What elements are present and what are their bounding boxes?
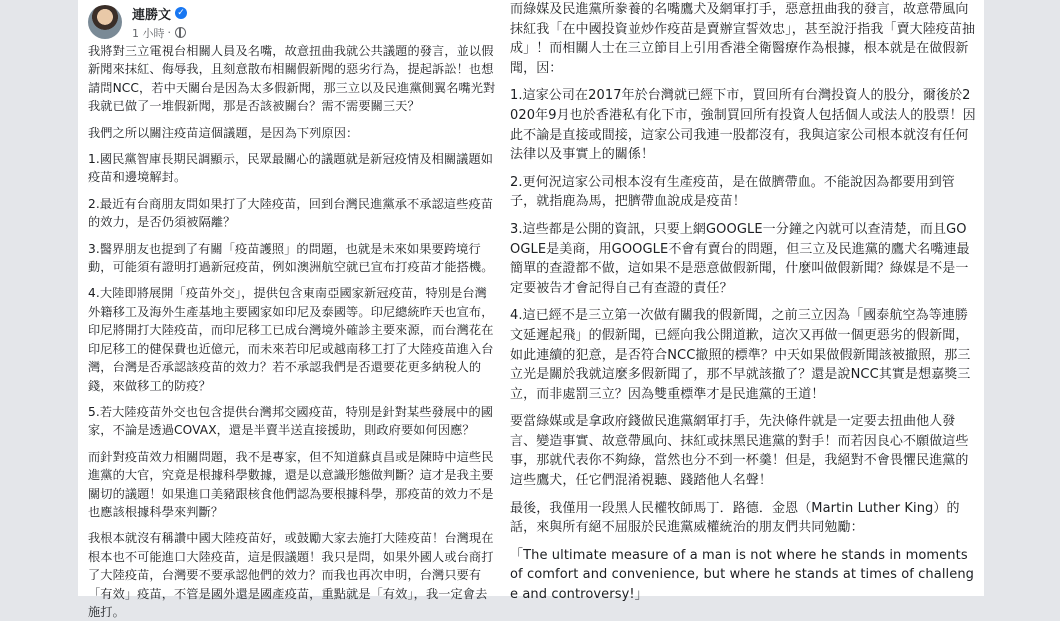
- post-paragraph: 2.最近有台商朋友問如果打了大陸疫苗，回到台灣民進黨承不承認這些疫苗的效力，是否仍須被隔離？: [88, 196, 494, 230]
- post-paragraph: 1.這家公司在2017年於台灣就已經下市，買回所有台灣投資人的股分，爾後於2020年9月也於香港私有化下市，強制買回所有投資人包括個人或法人的股票！因此不論是直接或間接，這家公司我連一股都沒有，我與這家公司根本就沒有任何法律以及事實上的關係！: [510, 88, 976, 163]
- post-paragraph: 而針對疫苗效力相關問題，我不是專家，但不知道蘇貞昌或是陳時中這些民進黨的大官，究竟是根據科學數據，還是以意識形態做判斷？這才是我主要關切的議題！如果進口美豬跟核食他們認為要根據科學，那疫苗的效力不是也應該根據科學來判斷？: [88, 449, 494, 519]
- post-paragraph: 我將對三立電視台相關人員及名嘴，故意扭曲我就公共議題的發言，並以假新聞來抹紅、侮辱我，且刻意散布相關假新聞的惡劣行為，提起訴訟！也想請問NCC，若中天關台是因為太多假新聞，那三立以及民進黨側翼名嘴光對我就已做了一堆假新聞，那是否該被關台？需不需要關三天？: [88, 44, 496, 114]
- avatar[interactable]: [88, 5, 122, 39]
- post-paragraph: 要當綠媒或是拿政府錢做民進黨網軍打手，先決條件就是一定要去扭曲他人發言、變造事實、故意帶風向、抹紅或抹黑民進黨的對手！而若因良心不願做這些事，那就代表你不夠綠，當然也分不到一杯羹！但是，我絕對不會畏懼民進黨的這些鷹犬，任它們混淆視聽、踐踏他人名聲！: [510, 414, 969, 489]
- post-paragraph: 我們之所以關注疫苗這個議題，是因為下列原因：: [88, 125, 359, 140]
- post-paragraph: 2.更何況這家公司根本沒有生產疫苗，是在做臍帶血。不能說因為都要用到管子，就指鹿為馬，把臍帶血說成是疫苗！: [510, 174, 955, 210]
- author-block: [132, 4, 187, 41]
- post-column-left: [78, 0, 502, 619]
- post-paragraph: 最後，我僅用一段黑人民權牧師馬丁．路德．金恩（Martin Luther King）的話，來與所有絕不屈服於民進黨威權統治的朋友們共同勉勵：: [510, 500, 960, 536]
- meta-separator: ·: [167, 26, 171, 39]
- post-column-right: [500, 0, 984, 603]
- post-paragraph: 4.大陸即將展開「疫苗外交」，提供包含東南亞國家新冠疫苗，特別是台灣外籍移工及海外生產基地主要國家如印尼及泰國等。印尼總統昨天也宣布，印尼將開打大陸疫苗，而印尼移工已成台灣境外確診主要來源，而台灣花在印尼移工的健保費也近億元，而未來若印尼或越南移工打了大陸疫苗進入台灣，台灣是否承認該疫苗的效力？若不承認我們是否還要花更多納稅人的錢，來做移工的防疫？: [88, 286, 494, 393]
- post-paragraph: 1.國民黨智庫長期民調顯示，民眾最關心的議題就是新冠疫情及相關議題如疫苗和邊境解封。: [88, 152, 494, 185]
- post-paragraph: 而綠媒及民進黨所豢養的名嘴鷹犬及網軍打手，惡意扭曲我的發言，故意帶風向抹紅我「在中國投資並炒作疫苗是賣辦宣誓效忠」，甚至說汙指我「賣大陸疫苗抽成」！而相關人士在三立節目上引用香港全衛醫療作為根據，根本就是在做假新聞，因：: [510, 2, 976, 76]
- post-paragraph: 3.醫界朋友也提到了有關「疫苗護照」的問題，也就是未來如果要跨境行動，可能須有證明打過新冠疫苗，例如澳洲航空就已宣布打疫苗才能搭機。: [88, 241, 494, 275]
- post-meta: [132, 25, 187, 41]
- globe-icon: [175, 27, 186, 38]
- post-paragraph: 5.若大陸疫苗外交也包含提供台灣邦交國疫苗，特別是針對某些發展中的國家，不論是透過COVAX，還是半賣半送直接援助，則政府要如何因應？: [88, 404, 494, 438]
- post-header: [88, 2, 496, 42]
- verified-badge-icon: ✓: [175, 7, 187, 19]
- post-paragraph: 我根本就沒有稱讚中國大陸疫苗好，或鼓勵大家去施打大陸疫苗！台灣現在根本也不可能進口大陸疫苗，這是假議題！我只是問，如果外國人或台商打了大陸疫苗，台灣要不要承認他們的效力？而我也再次申明，台灣只要有「有效」疫苗，不管是國外還是國產疫苗，重點就是「有效」，我一定會去施打。: [88, 531, 494, 619]
- post-paragraph: 4.這已經不是三立第一次做有關我的假新聞，之前三立因為「國泰航空為等連勝文延遲起飛」的假新聞，已經向我公開道歉，這次又再做一個更惡劣的假新聞，如此連續的犯意，是否符合NCC撤照的標準？中天如果做假新聞該被撤照，那三立光是關於我就這麼多假新聞了，那不早就該撤了？還是說NCC其實是想嘉獎三立，而非處罰三立？因為雙重標準才是民進黨的王道！: [510, 308, 971, 402]
- post-paragraph: 3.這些都是公開的資訊，只要上網GOOGLE一分鐘之內就可以查清楚，而且GOOGLE是美商，用GOOGLE不會有賣台的問題，但三立及民進黨的鷹犬名嘴連最簡單的查證都不做，這如果不是惡意做假新聞，什麼叫做假新聞？綠媒是不是一定要被告才會記得自己有查證的責任？: [510, 221, 970, 296]
- author-name[interactable]: 連勝文: [132, 7, 172, 23]
- post-time[interactable]: 1 小時: [132, 26, 165, 40]
- quote-paragraph: 「The ultimate measure of a man is not where he stands in moments of comfort and convenience, but where he stands at times of challenge and controversy!」: [510, 547, 975, 603]
- author-row: [132, 4, 187, 23]
